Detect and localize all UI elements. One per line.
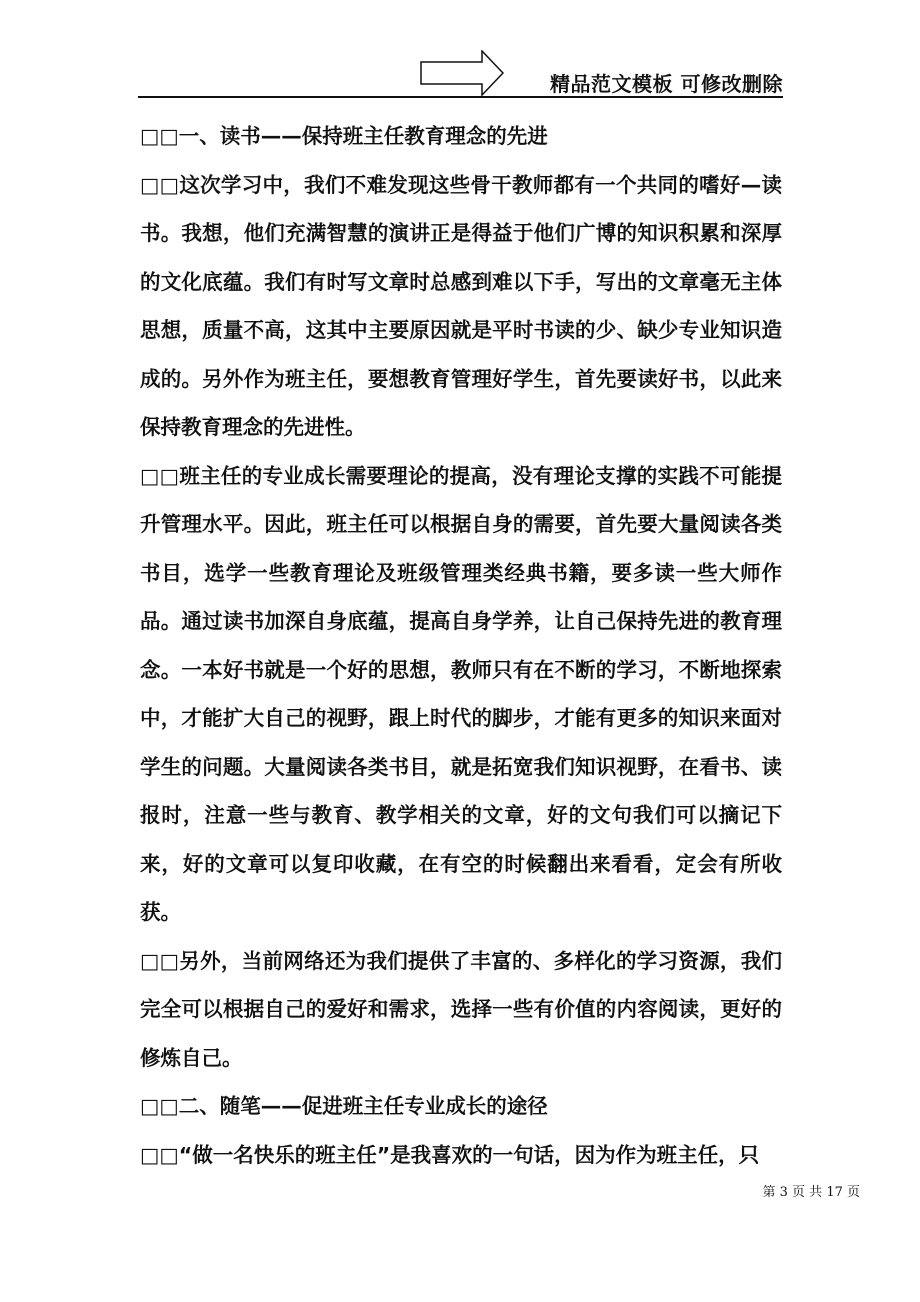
section-heading-reading: □□一、读书——保持班主任教育理念的先进	[140, 124, 548, 148]
body-paragraph: □□班主任的专业成长需要理论的提高，没有理论支撑的实践不可能提升管理水平。因此，班主任可以根据自身的需要，首先要大量阅读各类书目，选学一些教育理论及班级管理类经典书籍，要多读一些大师作品。通过读书加深自身底蕴，提高自身学养，让自己保持先进的教育理念。一本好书就是一个好的思想，教师只有在不断的学习，不断地探索中，才能扩大自己的视野，跟上时代的脚步，才能有更多的知识来面对学生的问题。大量阅读各类书目，就是拓宽我们知识视野，在看书、读报时，注意一些与教育、教学相关的文章，好的文句我们可以摘记下来，好的文章可以复印收藏，在有空的时候翻出来看看，定会有所收获。	[140, 463, 782, 924]
body-paragraph: □□这次学习中，我们不难发现这些骨干教师都有一个共同的嗜好—读书。我想，他们充满智慧的演讲正是得益于他们广博的知识积累和深厚的文化底蕴。我们有时写文章时总感到难以下手，写出的文章毫无主体思想，质量不高，这其中主要原因就是平时书读的少、缺少专业知识造成的。另外作为班主任，要想教育管理好学生，首先要读好书，以此来保持教育理念的先进性。	[140, 172, 782, 439]
page-header	[138, 50, 783, 98]
right-arrow-icon	[420, 50, 504, 96]
header-divider	[138, 96, 783, 98]
document-body	[140, 112, 782, 1179]
body-paragraph: □□另外，当前网络还为我们提供了丰富的、多样化的学习资源，我们完全可以根据自己的爱好和需求，选择一些有价值的内容阅读，更好的修炼自己。	[140, 948, 782, 1070]
body-paragraph: □□“做一名快乐的班主任”是我喜欢的一句话，因为作为班主任，只	[140, 1142, 760, 1167]
header-title: 精品范文模板 可修改删除	[550, 72, 783, 96]
page-number: 第 3 页 共 17 页	[762, 1185, 860, 1200]
section-heading-essay: □□二、随笔——促进班主任专业成长的途径	[140, 1094, 548, 1118]
